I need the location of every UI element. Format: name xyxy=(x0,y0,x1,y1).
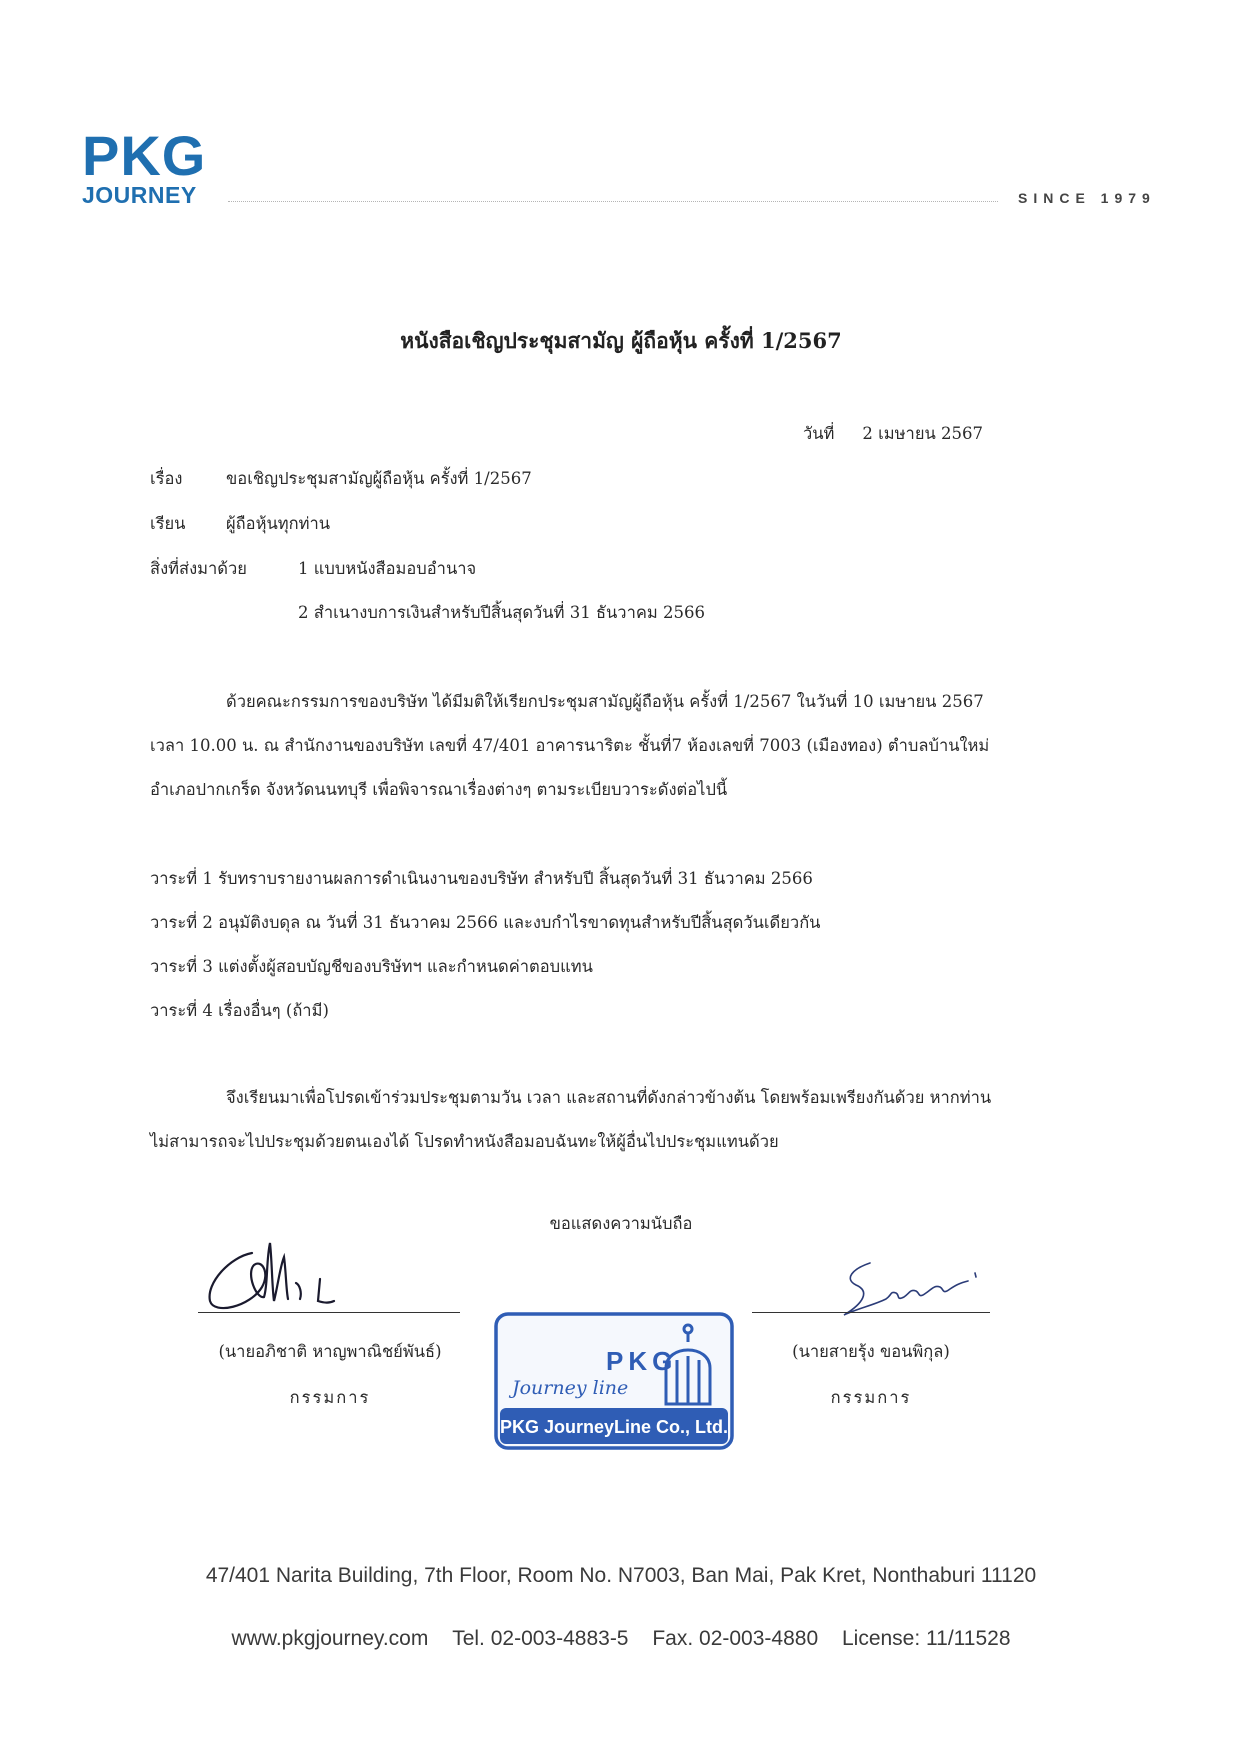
agenda-item: วาระที่ 2 อนุมัติงบดุล ณ วันที่ 31 ธันวาคม 2566 และงบกำไรขาดทุนสำหรับปีสิ้นสุดวันเดียวกัน xyxy=(150,913,821,932)
paragraph-line: ไม่สามารถจะไปประชุมด้วยตนเองได้ โปรดทำหนังสือมอบฉันทะให้ผู้อื่นไปประชุมแทนด้วย xyxy=(150,1132,779,1151)
recipient-label: เรียน xyxy=(150,514,186,533)
body-paragraph-1 xyxy=(150,680,989,812)
footer-address: 47/401 Narita Building, 7th Floor, Room No. N7003, Ban Mai, Pak Kret, Nonthaburi 11120 xyxy=(205,1564,1037,1587)
date-value: 2 เมษายน 2567 xyxy=(862,424,984,443)
date-label: วันที่ xyxy=(803,424,835,443)
signature-line-left xyxy=(198,1312,460,1313)
signature-right-image xyxy=(800,1255,990,1330)
footer-contact xyxy=(0,1627,1242,1651)
footer-website: www.pkgjourney.com xyxy=(231,1627,429,1650)
enclosures-label: สิ่งที่ส่งมาด้วย xyxy=(150,559,247,578)
agenda-item: วาระที่ 3 แต่งตั้งผู้สอบบัญชีของบริษัทฯ และกำหนดค่าตอบแทน xyxy=(150,957,593,976)
since-tagline: SINCE 1979 xyxy=(1018,190,1156,206)
agenda-item: วาระที่ 4 เรื่องอื่นๆ (ถ้ามี) xyxy=(150,1001,329,1020)
company-logo xyxy=(82,124,222,208)
paragraph-line: อำเภอปากเกร็ด จังหวัดนนทบุรี เพื่อพิจารณาเรื่องต่างๆ ตามระเบียบวาระดังต่อไปนี้ xyxy=(150,780,728,799)
closing-salutation: ขอแสดงความนับถือ xyxy=(549,1214,693,1233)
stamp-brand: PKG xyxy=(606,1346,678,1376)
recipient-value: ผู้ถือหุ้นทุกท่าน xyxy=(226,514,331,533)
enclosure-item: 1 แบบหนังสือมอบอำนาจ xyxy=(298,559,477,578)
document-title: หนังสือเชิญประชุมสามัญ ผู้ถือหุ้น ครั้งที่ 1/2567 xyxy=(400,328,842,353)
paragraph-line: ด้วยคณะกรรมการของบริษัท ได้มีมติให้เรียกประชุมสามัญผู้ถือหุ้น ครั้งที่ 1/2567 ในวันที่ 10 เมษายน 2567 xyxy=(226,692,984,711)
subject-label: เรื่อง xyxy=(150,469,183,488)
document-date xyxy=(803,421,983,447)
header-divider xyxy=(228,201,998,202)
footer-tel: Tel. 02-003-4883-5 xyxy=(452,1627,629,1650)
signature-left-image xyxy=(200,1235,400,1315)
footer-license: License: 11/11528 xyxy=(841,1627,1011,1650)
enclosure-item: 2 สำเนางบการเงินสำหรับปีสิ้นสุดวันที่ 31 ธันวาคม 2566 xyxy=(298,603,705,622)
subject-value: ขอเชิญประชุมสามัญผู้ถือหุ้น ครั้งที่ 1/2567 xyxy=(226,469,532,488)
paragraph-line: เวลา 10.00 น. ณ สำนักงานของบริษัท เลขที่ 47/401 อาคารนาริตะ ชั้นที่7 ห้องเลขที่ 7003 (เมืองทอง) ตำบลบ้านใหม่ xyxy=(150,736,990,755)
logo-wordmark-journey: JOURNEY xyxy=(82,182,197,208)
company-stamp xyxy=(492,1310,736,1452)
signatory-role: กรรมการ xyxy=(289,1388,371,1407)
signatory-role: กรรมการ xyxy=(830,1388,912,1407)
stamp-company: PKG JourneyLine Co., Ltd. xyxy=(499,1417,729,1437)
footer-fax: Fax. 02-003-4880 xyxy=(652,1627,819,1650)
signature-line-right xyxy=(752,1312,990,1313)
signatory-name: (นายสายรุ้ง ขอนพิกุล) xyxy=(792,1342,950,1361)
agenda-item: วาระที่ 1 รับทราบรายงานผลการดำเนินงานของบริษัท สำหรับปี สิ้นสุดวันที่ 31 ธันวาคม 2566 xyxy=(150,869,813,888)
paragraph-line: จึงเรียนมาเพื่อโปรดเข้าร่วมประชุมตามวัน เวลา และสถานที่ดังกล่าวข้างต้น โดยพร้อมเพรียงกันด้วย หากท่าน xyxy=(226,1088,992,1107)
logo-wordmark-pkg: PKG xyxy=(82,124,207,187)
signatory-name: (นายอภิชาติ หาญพาณิชย์พันธ์) xyxy=(218,1342,442,1361)
stamp-script: Journey line xyxy=(512,1377,629,1399)
body-paragraph-2 xyxy=(150,1076,991,1164)
